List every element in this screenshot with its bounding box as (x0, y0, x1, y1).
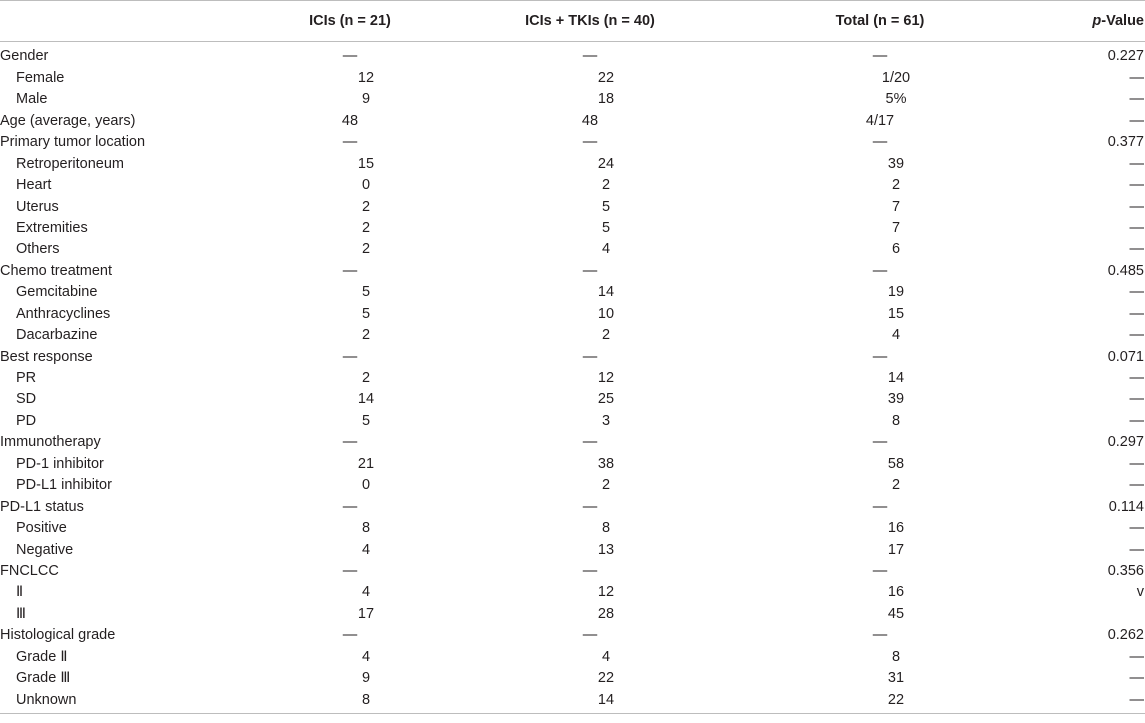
table-row (0, 303, 1145, 324)
cell-p-value: — (1129, 284, 1144, 301)
row-label: Uterus (16, 198, 59, 215)
cell-icis: — (342, 498, 358, 515)
row-label: PD-L1 status (0, 498, 84, 515)
cell-icis-tkis: 14 (597, 691, 615, 708)
cell-p-value: v (1136, 584, 1144, 601)
cell-total: — (872, 562, 888, 579)
cell-p-value: — (1129, 219, 1144, 236)
table-row (0, 668, 1145, 689)
table-row (0, 410, 1145, 431)
row-label: Female (16, 69, 65, 86)
row-label: Primary tumor location (0, 134, 146, 151)
cell-icis: 8 (361, 691, 371, 708)
cell-p-value: — (1129, 155, 1144, 172)
cell-p-value: — (1129, 177, 1144, 194)
table-row (0, 89, 1145, 110)
row-label: Dacarbazine (16, 327, 98, 344)
table-row (0, 689, 1145, 710)
cell-icis: — (342, 262, 358, 279)
cell-icis-tkis: — (582, 627, 598, 644)
cell-icis: — (342, 627, 358, 644)
table-row (0, 603, 1145, 624)
row-label: Unknown (16, 691, 77, 708)
cell-p-value: 0.356 (1107, 562, 1144, 579)
cell-total: — (872, 434, 888, 451)
cell-icis: 14 (357, 391, 375, 408)
table-row (0, 260, 1145, 281)
table-row (0, 132, 1145, 153)
row-label: Retroperitoneum (16, 155, 124, 172)
cell-total: — (872, 48, 888, 65)
cell-icis-tkis: 38 (597, 455, 615, 472)
row-label: Ⅱ (16, 584, 24, 601)
table-body (0, 42, 1145, 713)
cell-total: — (872, 627, 888, 644)
row-label: Grade Ⅱ (16, 648, 68, 665)
row-label: Male (16, 91, 48, 108)
cell-icis: — (342, 434, 358, 451)
cell-icis: 2 (361, 198, 371, 215)
cell-p-value: — (1129, 370, 1144, 387)
cell-icis-tkis: 24 (597, 155, 615, 172)
cell-icis-tkis: 13 (597, 541, 615, 558)
cell-icis-tkis: 22 (597, 69, 615, 86)
row-label: Others (16, 241, 60, 258)
row-label: Anthracyclines (16, 305, 111, 322)
header-total: Total (n = 61) (835, 12, 925, 29)
row-label: SD (16, 391, 37, 408)
cell-icis-tkis: — (582, 434, 598, 451)
cell-icis: 0 (361, 177, 371, 194)
table-row (0, 325, 1145, 346)
table-row (0, 67, 1145, 88)
cell-p-value: — (1129, 412, 1144, 429)
table-row (0, 582, 1145, 603)
cell-icis: — (342, 562, 358, 579)
cell-icis: 4 (361, 584, 371, 601)
cell-total: 16 (887, 520, 905, 537)
cell-icis: 2 (361, 241, 371, 258)
table-row (0, 282, 1145, 303)
row-label: PD (16, 412, 37, 429)
cell-p-value: — (1129, 91, 1144, 108)
cell-icis: 4 (361, 648, 371, 665)
cell-total: 16 (887, 584, 905, 601)
cell-icis: 5 (361, 284, 371, 301)
table-header (0, 1, 1145, 41)
cell-icis-tkis: 48 (581, 112, 599, 129)
cell-total: 7 (891, 219, 901, 236)
table-row (0, 561, 1145, 582)
cell-icis: 9 (361, 91, 371, 108)
cell-total: 2 (891, 477, 901, 494)
cell-icis: 9 (361, 670, 371, 687)
cell-total: 45 (887, 605, 905, 622)
cell-p-value: — (1129, 691, 1144, 708)
cell-p-value: 0.297 (1107, 434, 1144, 451)
table-row (0, 218, 1145, 239)
cell-icis-tkis: 5 (601, 219, 611, 236)
header-p-value (1030, 14, 1145, 29)
row-label: Age (average, years) (0, 112, 136, 129)
row-label: PR (16, 370, 37, 387)
cell-p-value: 0.485 (1107, 262, 1144, 279)
cell-p-value: — (1129, 670, 1144, 687)
cell-icis-tkis: — (582, 134, 598, 151)
cell-icis: — (342, 48, 358, 65)
cell-p-value: — (1129, 477, 1144, 494)
cell-icis: 5 (361, 412, 371, 429)
cell-icis-tkis: 22 (597, 670, 615, 687)
cell-p-value: — (1129, 520, 1144, 537)
cell-icis: 48 (341, 112, 359, 129)
table-row (0, 518, 1145, 539)
row-label: FNCLCC (0, 562, 59, 579)
row-label: Gender (0, 48, 49, 65)
cell-icis: 21 (357, 455, 375, 472)
cell-total: 2 (891, 177, 901, 194)
table-row (0, 196, 1145, 217)
cell-icis: 12 (357, 69, 375, 86)
cell-p-value: — (1129, 327, 1144, 344)
cell-icis: 2 (361, 370, 371, 387)
cell-icis: 2 (361, 327, 371, 344)
cell-icis-tkis: 18 (597, 91, 615, 108)
cell-icis-tkis: 12 (597, 584, 615, 601)
cell-p-value: 0.227 (1107, 48, 1144, 65)
row-label: PD-L1 inhibitor (16, 477, 112, 494)
cell-icis-tkis: 3 (601, 412, 611, 429)
cell-total: 39 (887, 391, 905, 408)
cell-total: 58 (887, 455, 905, 472)
cell-total: 19 (887, 284, 905, 301)
cell-p-value: 0.262 (1107, 627, 1144, 644)
cell-total: 4/17 (865, 112, 895, 129)
table-row (0, 46, 1145, 67)
cell-total: — (872, 498, 888, 515)
header-icis-tkis: ICIs + TKIs (n = 40) (525, 12, 655, 29)
cell-p-value: — (1129, 391, 1144, 408)
table-row (0, 496, 1145, 517)
table-row (0, 475, 1145, 496)
table-row (0, 175, 1145, 196)
cell-icis-tkis: 8 (601, 520, 611, 537)
cell-p-value: — (1129, 198, 1144, 215)
cell-icis: 17 (357, 605, 375, 622)
cell-total: 5% (885, 91, 907, 108)
cell-total: 22 (887, 691, 905, 708)
cell-total: 1/20 (881, 69, 911, 86)
header-icis: ICIs (n = 21) (309, 12, 391, 29)
cell-total: 31 (887, 670, 905, 687)
cell-icis-tkis: — (582, 348, 598, 365)
cell-p-value: 0.114 (1108, 498, 1144, 515)
cell-p-value: 0.377 (1107, 134, 1144, 151)
row-label: Histological grade (0, 627, 116, 644)
cell-p-value: — (1129, 541, 1144, 558)
cell-icis: 0 (361, 477, 371, 494)
cell-icis: 15 (357, 155, 375, 172)
table-row (0, 110, 1145, 131)
cell-p-value: — (1129, 241, 1144, 258)
row-label: Gemcitabine (16, 284, 98, 301)
cell-total: 8 (891, 648, 901, 665)
table-row (0, 239, 1145, 260)
cell-p-value: — (1129, 455, 1144, 472)
cell-total: 4 (891, 327, 901, 344)
table-row (0, 346, 1145, 367)
cell-icis-tkis: 10 (597, 305, 615, 322)
cell-total: — (872, 348, 888, 365)
cell-icis-tkis: 2 (601, 177, 611, 194)
cell-total: 6 (891, 241, 901, 258)
table-row (0, 389, 1145, 410)
cell-p-value: — (1129, 648, 1144, 665)
cell-icis: — (342, 348, 358, 365)
row-label: Ⅲ (16, 605, 26, 622)
row-label: Chemo treatment (0, 262, 113, 279)
cell-icis: 8 (361, 520, 371, 537)
table-row (0, 432, 1145, 453)
cell-p-value: — (1129, 69, 1144, 86)
cell-icis-tkis: 5 (601, 198, 611, 215)
cell-p-value: 0.071 (1107, 348, 1144, 365)
cell-total: 14 (887, 370, 905, 387)
table-row (0, 368, 1145, 389)
cell-icis-tkis: 14 (597, 284, 615, 301)
table-row (0, 625, 1145, 646)
cell-p-value: — (1129, 305, 1144, 322)
table-row (0, 646, 1145, 667)
cell-icis-tkis: 2 (601, 477, 611, 494)
table-row (0, 153, 1145, 174)
cell-total: 15 (887, 305, 905, 322)
row-label: Grade Ⅲ (16, 670, 71, 687)
cell-icis: 5 (361, 305, 371, 322)
header-p-suffix: -Value (1101, 12, 1144, 29)
row-label: Negative (16, 541, 74, 558)
cell-total: — (872, 134, 888, 151)
row-label: PD-1 inhibitor (16, 455, 104, 472)
cell-total: — (872, 262, 888, 279)
row-label: Immunotherapy (0, 434, 101, 451)
row-label: Heart (16, 177, 52, 194)
cell-p-value: — (1129, 112, 1144, 129)
row-label: Extremities (16, 219, 88, 236)
cell-icis: 2 (361, 219, 371, 236)
cell-icis-tkis: 12 (597, 370, 615, 387)
cell-total: 7 (891, 198, 901, 215)
row-label: Positive (16, 520, 67, 537)
table-row (0, 539, 1145, 560)
cell-icis-tkis: 4 (601, 241, 611, 258)
cell-icis-tkis: 28 (597, 605, 615, 622)
cell-total: 8 (891, 412, 901, 429)
bottom-rule (0, 713, 1145, 714)
cell-total: 39 (887, 155, 905, 172)
row-label: Best response (0, 348, 93, 365)
cell-icis-tkis: 2 (601, 327, 611, 344)
cell-total: 17 (887, 541, 905, 558)
cell-icis-tkis: — (582, 262, 598, 279)
cell-icis-tkis: — (582, 562, 598, 579)
table-row (0, 453, 1145, 474)
cell-icis: — (342, 134, 358, 151)
cell-icis-tkis: — (582, 498, 598, 515)
cell-icis-tkis: — (582, 48, 598, 65)
cell-icis-tkis: 4 (601, 648, 611, 665)
cell-icis-tkis: 25 (597, 391, 615, 408)
cell-icis: 4 (361, 541, 371, 558)
header-p-prefix: p (1092, 12, 1102, 29)
